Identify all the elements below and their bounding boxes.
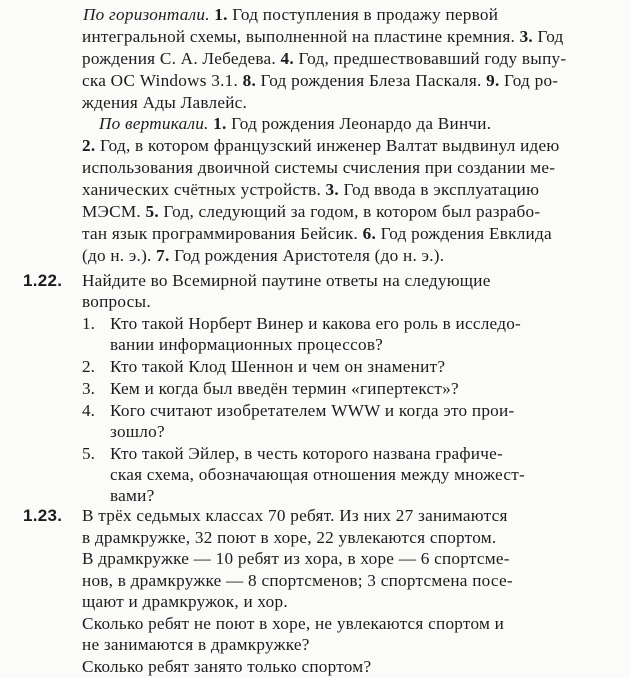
across-clue-text: ждения Ады Лавлейс. bbox=[82, 93, 248, 112]
list-item-text: вании информационных процессов? bbox=[110, 335, 384, 354]
across-clue-text: Год, предшествовавший году выпу- bbox=[298, 49, 567, 68]
list-item-text: Кто такой Клод Шеннон и чем он знаменит? bbox=[110, 357, 446, 376]
down-clue-text: ханических счётных устройств. bbox=[82, 180, 321, 199]
list-item-text: вами? bbox=[110, 486, 155, 505]
list-item-text: зошло? bbox=[110, 422, 165, 441]
exercise-text: Сколько ребят занято только спортом? bbox=[82, 656, 372, 676]
list-item-index: 4. bbox=[82, 401, 95, 420]
exercise-text: В драмкружке — 10 ребят из хора, в хоре — 6 спортсме- bbox=[82, 549, 510, 568]
down-clue-text: МЭСМ. bbox=[82, 202, 141, 221]
across-clue-text: Год поступления в продажу первой bbox=[232, 5, 499, 24]
across-clue-number: 3. bbox=[519, 27, 533, 46]
exercise-text: щают и драмкружок, и хор. bbox=[82, 592, 288, 611]
list-item-index: 1. bbox=[82, 314, 95, 333]
across-clue-number: 4. bbox=[280, 49, 294, 68]
across-line-2 bbox=[82, 26, 564, 48]
list-item-text: Кто такой Эйлер, в честь которого названа графиче- bbox=[110, 444, 504, 463]
down-clue-text: Год ввода в эксплуатацию bbox=[343, 180, 540, 199]
across-clue-text: рождения С. А. Лебедева. bbox=[82, 49, 276, 68]
down-line-3 bbox=[82, 157, 555, 179]
across-clue-text: Год bbox=[537, 27, 564, 46]
across-line-4 bbox=[82, 70, 558, 92]
list-item-text: Кого считают изобретателем WWW и когда это прои- bbox=[110, 401, 515, 420]
down-clue-text: Год, в котором французский инженер Валтат выдвинул идею bbox=[99, 136, 560, 155]
down-clue-text: тан язык программирования Бейсик. bbox=[82, 224, 359, 243]
exercise-text: В трёх седьмых классах 70 ребят. Из них 27 занимаются bbox=[82, 506, 508, 525]
down-clue-text: использования двоичной системы счисления при создании ме- bbox=[82, 158, 556, 177]
down-line-7 bbox=[82, 245, 444, 267]
down-clue-number: 3. bbox=[325, 180, 339, 199]
exercise-text: нов, в драмкружке — 8 спортсменов; 3 спортсмена посе- bbox=[82, 570, 513, 590]
across-line-3 bbox=[82, 48, 566, 70]
down-clue-text: Год рождения Евклида bbox=[380, 224, 552, 243]
across-clue-number: 8. bbox=[242, 71, 256, 90]
list-item-text: Кем и когда был введён термин «гипертекст»? bbox=[110, 379, 459, 398]
exercise-text: не занимаются в драмкружке? bbox=[82, 635, 310, 654]
across-clue-text: ска ОС Windows 3.1. bbox=[82, 71, 239, 90]
list-item-index: 3. bbox=[82, 379, 95, 398]
list-item-text: ская схема, обозначающая отношения между множест- bbox=[110, 465, 525, 484]
across-clue-text: Год рождения Блеза Паскаля. bbox=[260, 71, 482, 90]
list-item-index: 5. bbox=[82, 444, 95, 463]
exercise-text: Найдите во Всемирной паутине ответы на следующие bbox=[82, 271, 491, 290]
down-clue-number: 5. bbox=[145, 202, 159, 221]
down-clue-text: Год рождения Аристотеля (до н. э.). bbox=[174, 246, 445, 265]
exercise-text: вопросы. bbox=[82, 292, 151, 311]
down-clue-number: 6. bbox=[362, 224, 377, 243]
across-clue-text: Год ро- bbox=[504, 71, 559, 90]
down-clue-text: (до н. э.). bbox=[82, 246, 152, 265]
down-line-5 bbox=[82, 201, 540, 223]
down-heading: По вертикали. bbox=[99, 114, 209, 133]
down-clue-number: 7. bbox=[156, 246, 170, 265]
down-line-1 bbox=[99, 113, 491, 135]
list-item-text: Кто такой Норберт Винер и какова его роль в исследо- bbox=[110, 314, 522, 333]
across-line-1 bbox=[83, 4, 498, 26]
down-line-2 bbox=[82, 135, 560, 157]
down-line-6 bbox=[82, 223, 552, 245]
list-item-index: 2. bbox=[82, 357, 95, 376]
across-heading: По горизонтали. bbox=[83, 5, 210, 24]
across-line-5 bbox=[82, 92, 247, 114]
down-clue-number: 2. bbox=[82, 136, 96, 155]
exercise-text: Сколько ребят не поют в хоре, не увлекаются спортом и bbox=[82, 613, 505, 633]
across-clue-number: 9. bbox=[486, 71, 500, 90]
across-clue-number: 1. bbox=[214, 5, 228, 24]
down-line-4 bbox=[82, 179, 539, 201]
exercise-number: 1.22. bbox=[23, 271, 63, 290]
across-clue-text: интегральной схемы, выполненной на пластине кремния. bbox=[82, 27, 516, 46]
down-clue-text: Год рождения Леонардо да Винчи. bbox=[231, 114, 492, 133]
exercise-number: 1.23. bbox=[23, 506, 63, 525]
exercise-text: в драмкружке, 32 поют в хоре, 22 увлекаются спортом. bbox=[82, 527, 497, 547]
down-clue-text: Год, следующий за годом, в котором был разрабо- bbox=[163, 202, 541, 221]
down-clue-number: 1. bbox=[213, 114, 227, 133]
